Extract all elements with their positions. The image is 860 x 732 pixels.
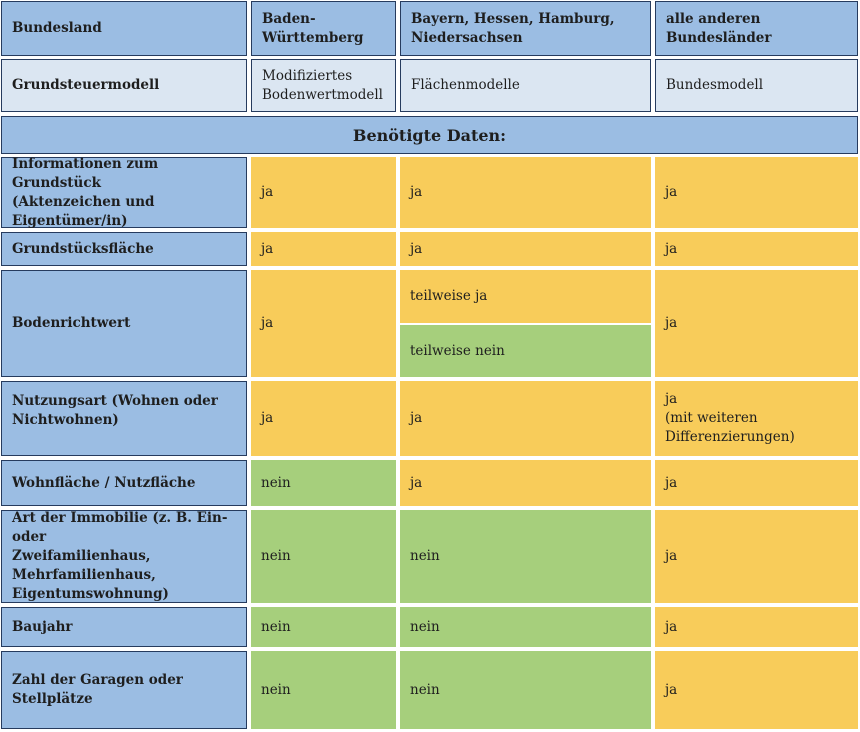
row-label-bodenrichtwert (1, 270, 247, 377)
cell-value: ja (261, 315, 274, 331)
cell-grundstueck-info-bw (251, 157, 396, 228)
cell-nutzungsart-bw (251, 381, 396, 456)
cell-value: ja (410, 474, 423, 491)
cell-nutzungsart-others (655, 381, 858, 456)
cell-garagen-bw (251, 651, 396, 729)
cell-value: ja (665, 548, 678, 564)
header-col-bw-label: Baden- Württemberg (262, 10, 364, 46)
cell-grundstueck-info-others (655, 157, 858, 228)
row-label-text: Baujahr (12, 618, 73, 635)
row-label-text: Informationen zum Grundstück (Aktenzeichen und Eigentümer/in) (12, 155, 159, 229)
row-label-wohnflaeche (1, 460, 247, 506)
cell-value: ja (665, 315, 678, 331)
model-row-col-bayern (400, 59, 651, 112)
model-row-col-bw (251, 59, 396, 112)
header-col-others-label: alle anderen Bundesländer (666, 10, 772, 46)
cell-nutzungsart-bayern (400, 381, 651, 456)
model-row-col-others (655, 59, 858, 112)
cell-wohnflaeche-others (655, 460, 858, 506)
cell-bodenrichtwert-others (655, 270, 858, 377)
cell-value: ja (261, 184, 274, 200)
row-label-grundstueck-info (1, 157, 247, 228)
cell-wohnflaeche-bayern (400, 460, 651, 506)
cell-garagen-others (655, 651, 858, 729)
cell-value: nein (261, 474, 291, 491)
row-label-garagen (1, 651, 247, 729)
cell-baujahr-others (655, 607, 858, 647)
cell-wohnflaeche-bw (251, 460, 396, 506)
cell-art-der-immobilie-others (655, 510, 858, 603)
row-label-text: Zahl der Garagen oder Stellplätze (12, 672, 183, 707)
row-label-text: Grundstücksfläche (12, 240, 154, 257)
cell-art-der-immobilie-bayern (400, 510, 651, 603)
header-col-bw (251, 1, 396, 56)
cell-value: ja (665, 618, 678, 635)
cell-value: nein (261, 548, 291, 564)
cell-baujahr-bw (251, 607, 396, 647)
row-label-nutzungsart (1, 381, 247, 456)
cell-value: ja (261, 410, 274, 426)
cell-value: nein (261, 618, 291, 635)
cell-value: ja (mit weiteren Differenzierungen) (665, 391, 795, 445)
cell-art-der-immobilie-bw (251, 510, 396, 603)
cell-grundstueck-info-bayern (400, 157, 651, 228)
cell-grundstuecksflaeche-others (655, 232, 858, 266)
header-bundesland (1, 1, 247, 56)
cell-value: nein (410, 548, 440, 564)
cell-value: nein (410, 618, 440, 635)
model-row-col-others-text: Bundesmodell (666, 77, 764, 93)
cell-value: teilweise ja (410, 288, 488, 304)
cell-garagen-bayern (400, 651, 651, 729)
cell-value: ja (665, 681, 678, 698)
cell-value: ja (665, 240, 678, 257)
cell-value: ja (261, 240, 274, 257)
cell-grundstuecksflaeche-bayern (400, 232, 651, 266)
cell-baujahr-bayern (400, 607, 651, 647)
model-row-col-bw-text: Modifiziertes Bodenwertmodell (262, 67, 383, 103)
cell-value: ja (410, 240, 423, 257)
cell-value: nein (410, 681, 440, 698)
cell-grundstuecksflaeche-bw (251, 232, 396, 266)
header-col-bayern-label: Bayern, Hessen, Hamburg, Niedersachsen (411, 10, 615, 46)
row-label-art-der-immobilie (1, 510, 247, 603)
row-label-text: Nutzungsart (Wohnen oder Nichtwohnen) (12, 393, 218, 428)
cell-value: ja (410, 184, 423, 200)
cell-value: teilweise nein (410, 342, 505, 359)
benoetigte-daten-banner (1, 116, 858, 154)
cell-value: ja (665, 474, 678, 491)
header-col-others (655, 1, 858, 56)
row-label-baujahr (1, 607, 247, 647)
cell-bodenrichtwert-bw (251, 270, 396, 377)
cell-value: ja (665, 184, 678, 200)
cell-value: ja (410, 410, 423, 426)
row-label-text: Bodenrichtwert (12, 315, 131, 331)
model-row-col-bayern-text: Flächenmodelle (411, 77, 520, 93)
cell-bodenrichtwert-bayern-teilweise-ja (400, 270, 651, 323)
cell-bodenrichtwert-bayern-teilweise-nein (400, 325, 651, 377)
row-label-text: Art der Immobilie (z. B. Ein- oder Zweifamilienhaus, Mehrfamilienhaus, Eigentumswohnung) (12, 510, 228, 602)
model-row-label (1, 59, 247, 112)
header-bundesland-label: Bundesland (12, 20, 102, 36)
banner-text: Benötigte Daten: (352, 125, 507, 145)
cell-value: nein (261, 681, 291, 698)
model-row-label-text: Grundsteuermodell (12, 77, 160, 93)
row-label-text: Wohnfläche / Nutzfläche (12, 474, 196, 491)
row-label-grundstuecksflaeche (1, 232, 247, 266)
header-col-bayern (400, 1, 651, 56)
